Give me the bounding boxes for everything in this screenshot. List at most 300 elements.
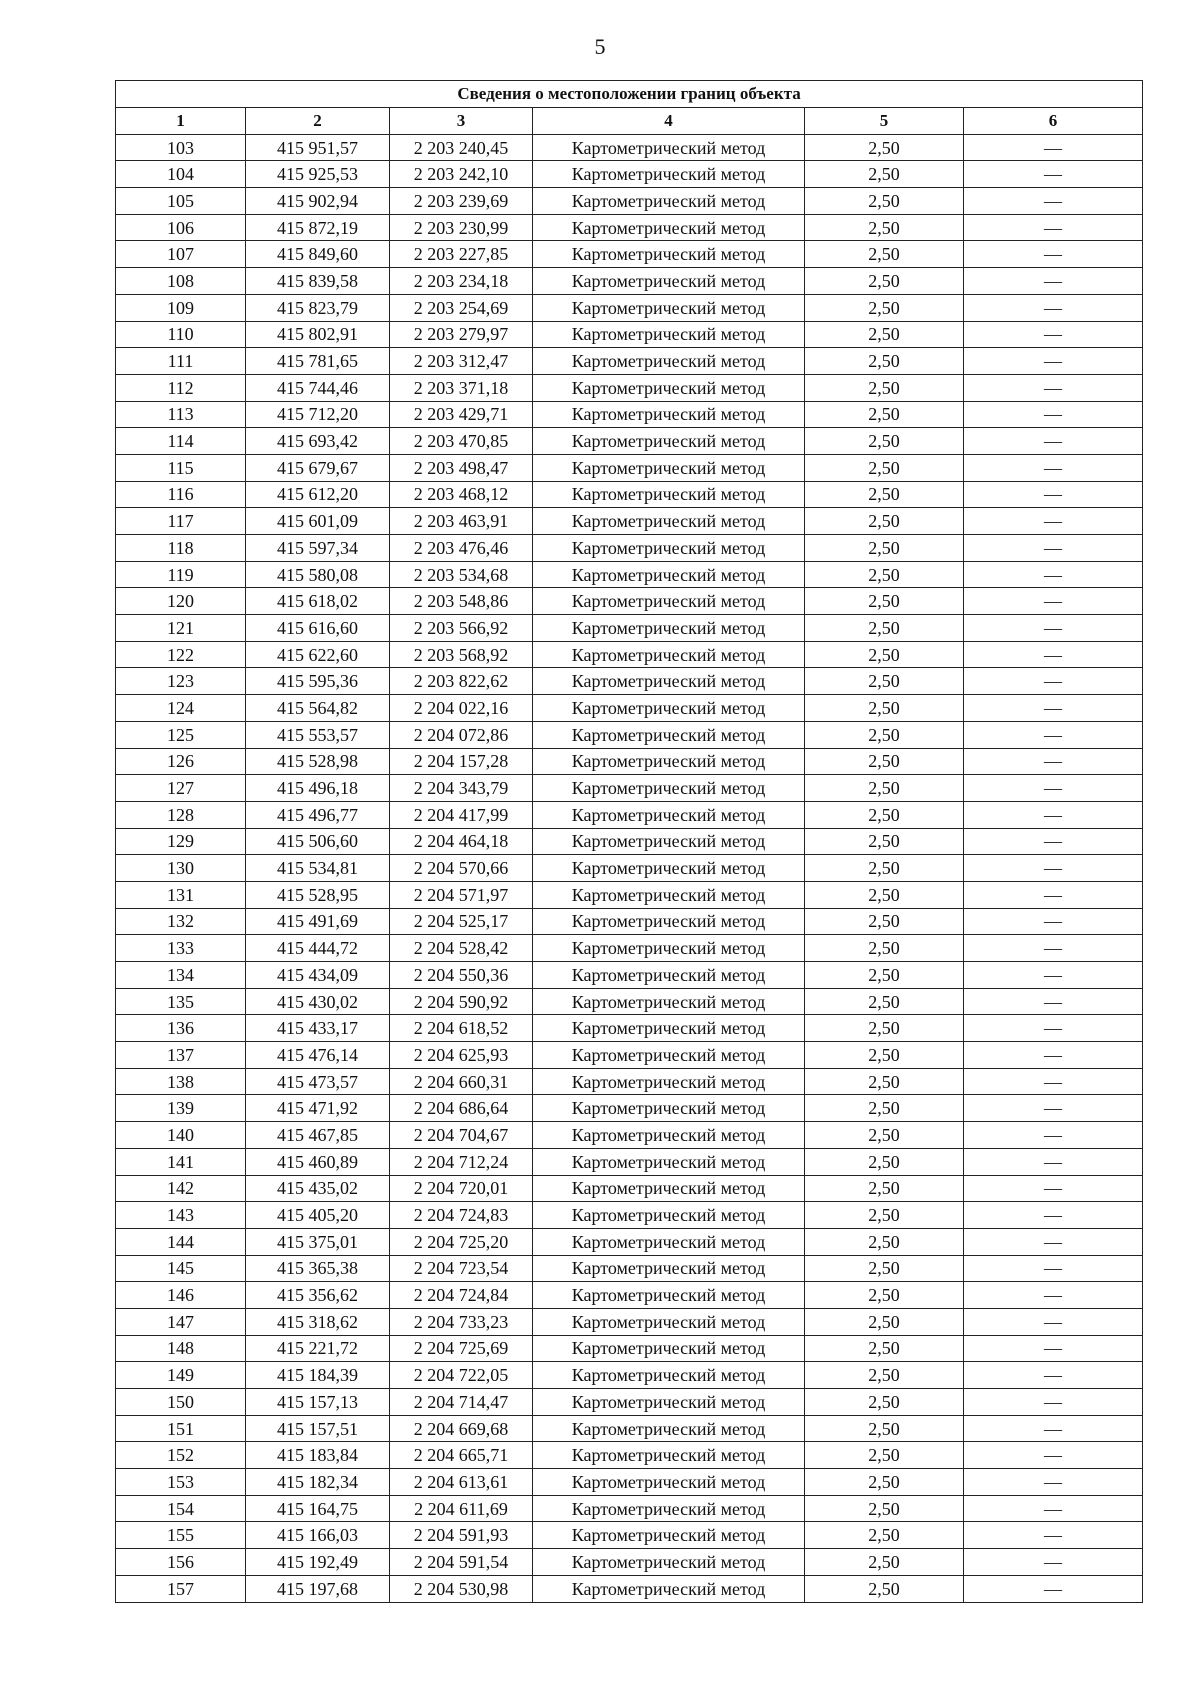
accuracy-cell: 2,50 bbox=[805, 1549, 964, 1576]
x-coordinate-cell: 415 182,34 bbox=[246, 1469, 390, 1496]
accuracy-cell: 2,50 bbox=[805, 1362, 964, 1389]
x-coordinate-cell: 415 601,09 bbox=[246, 508, 390, 535]
x-coordinate-cell: 415 528,95 bbox=[246, 881, 390, 908]
description-cell: — bbox=[964, 962, 1143, 989]
x-coordinate-cell: 415 781,65 bbox=[246, 348, 390, 375]
method-cell: Картометрический метод bbox=[533, 428, 805, 455]
description-cell: — bbox=[964, 935, 1143, 962]
point-number-cell: 139 bbox=[116, 1095, 246, 1122]
table-row bbox=[116, 1522, 1143, 1549]
description-cell: — bbox=[964, 1442, 1143, 1469]
x-coordinate-cell: 415 192,49 bbox=[246, 1549, 390, 1576]
description-cell: — bbox=[964, 241, 1143, 268]
x-coordinate-cell: 415 356,62 bbox=[246, 1282, 390, 1309]
accuracy-cell: 2,50 bbox=[805, 641, 964, 668]
method-cell: Картометрический метод bbox=[533, 188, 805, 215]
point-number-cell: 108 bbox=[116, 268, 246, 295]
y-coordinate-cell: 2 204 571,97 bbox=[390, 881, 533, 908]
method-cell: Картометрический метод bbox=[533, 1549, 805, 1576]
table-row bbox=[116, 321, 1143, 348]
point-number-cell: 140 bbox=[116, 1122, 246, 1149]
method-cell: Картометрический метод bbox=[533, 615, 805, 642]
column-header: 3 bbox=[390, 108, 533, 135]
method-cell: Картометрический метод bbox=[533, 1095, 805, 1122]
x-coordinate-cell: 415 471,92 bbox=[246, 1095, 390, 1122]
x-coordinate-cell: 415 553,57 bbox=[246, 721, 390, 748]
table-row bbox=[116, 508, 1143, 535]
method-cell: Картометрический метод bbox=[533, 668, 805, 695]
description-cell: — bbox=[964, 1389, 1143, 1416]
accuracy-cell: 2,50 bbox=[805, 908, 964, 935]
table-row bbox=[116, 1255, 1143, 1282]
point-number-cell: 105 bbox=[116, 188, 246, 215]
point-number-cell: 113 bbox=[116, 401, 246, 428]
method-cell: Картометрический метод bbox=[533, 1335, 805, 1362]
y-coordinate-cell: 2 204 464,18 bbox=[390, 828, 533, 855]
method-cell: Картометрический метод bbox=[533, 1282, 805, 1309]
description-cell: — bbox=[964, 588, 1143, 615]
table-row bbox=[116, 1042, 1143, 1069]
method-cell: Картометрический метод bbox=[533, 908, 805, 935]
y-coordinate-cell: 2 204 660,31 bbox=[390, 1068, 533, 1095]
x-coordinate-cell: 415 802,91 bbox=[246, 321, 390, 348]
x-coordinate-cell: 415 433,17 bbox=[246, 1015, 390, 1042]
y-coordinate-cell: 2 203 230,99 bbox=[390, 214, 533, 241]
description-cell: — bbox=[964, 161, 1143, 188]
method-cell: Картометрический метод bbox=[533, 241, 805, 268]
table-row bbox=[116, 1575, 1143, 1602]
point-number-cell: 119 bbox=[116, 561, 246, 588]
point-number-cell: 153 bbox=[116, 1469, 246, 1496]
table-row bbox=[116, 1495, 1143, 1522]
y-coordinate-cell: 2 203 468,12 bbox=[390, 481, 533, 508]
page-number: 5 bbox=[594, 34, 606, 59]
accuracy-cell: 2,50 bbox=[805, 1148, 964, 1175]
description-cell: — bbox=[964, 641, 1143, 668]
x-coordinate-cell: 415 679,67 bbox=[246, 454, 390, 481]
description-cell: — bbox=[964, 1202, 1143, 1229]
table-row bbox=[116, 1549, 1143, 1576]
accuracy-cell: 2,50 bbox=[805, 881, 964, 908]
accuracy-cell: 2,50 bbox=[805, 1415, 964, 1442]
method-cell: Картометрический метод bbox=[533, 294, 805, 321]
description-cell: — bbox=[964, 988, 1143, 1015]
table-row bbox=[116, 641, 1143, 668]
accuracy-cell: 2,50 bbox=[805, 508, 964, 535]
point-number-cell: 144 bbox=[116, 1228, 246, 1255]
point-number-cell: 128 bbox=[116, 801, 246, 828]
y-coordinate-cell: 2 204 625,93 bbox=[390, 1042, 533, 1069]
method-cell: Картометрический метод bbox=[533, 161, 805, 188]
point-number-cell: 137 bbox=[116, 1042, 246, 1069]
table-row bbox=[116, 588, 1143, 615]
accuracy-cell: 2,50 bbox=[805, 214, 964, 241]
y-coordinate-cell: 2 204 550,36 bbox=[390, 962, 533, 989]
accuracy-cell: 2,50 bbox=[805, 1335, 964, 1362]
x-coordinate-cell: 415 925,53 bbox=[246, 161, 390, 188]
table-row bbox=[116, 481, 1143, 508]
method-cell: Картометрический метод bbox=[533, 1122, 805, 1149]
y-coordinate-cell: 2 204 714,47 bbox=[390, 1389, 533, 1416]
y-coordinate-cell: 2 203 566,92 bbox=[390, 615, 533, 642]
description-cell: — bbox=[964, 908, 1143, 935]
y-coordinate-cell: 2 204 669,68 bbox=[390, 1415, 533, 1442]
x-coordinate-cell: 415 166,03 bbox=[246, 1522, 390, 1549]
x-coordinate-cell: 415 496,18 bbox=[246, 775, 390, 802]
point-number-cell: 104 bbox=[116, 161, 246, 188]
description-cell: — bbox=[964, 1068, 1143, 1095]
description-cell: — bbox=[964, 1175, 1143, 1202]
table-row bbox=[116, 1469, 1143, 1496]
x-coordinate-cell: 415 365,38 bbox=[246, 1255, 390, 1282]
point-number-cell: 136 bbox=[116, 1015, 246, 1042]
table-row bbox=[116, 695, 1143, 722]
method-cell: Картометрический метод bbox=[533, 321, 805, 348]
table-row bbox=[116, 908, 1143, 935]
point-number-cell: 142 bbox=[116, 1175, 246, 1202]
method-cell: Картометрический метод bbox=[533, 588, 805, 615]
method-cell: Картометрический метод bbox=[533, 481, 805, 508]
table-title-row bbox=[116, 81, 1143, 108]
table-row bbox=[116, 1308, 1143, 1335]
method-cell: Картометрический метод bbox=[533, 214, 805, 241]
table-row bbox=[116, 535, 1143, 562]
accuracy-cell: 2,50 bbox=[805, 1068, 964, 1095]
description-cell: — bbox=[964, 1122, 1143, 1149]
accuracy-cell: 2,50 bbox=[805, 1175, 964, 1202]
table-row bbox=[116, 615, 1143, 642]
table-row bbox=[116, 1362, 1143, 1389]
description-cell: — bbox=[964, 1335, 1143, 1362]
table-row bbox=[116, 428, 1143, 455]
point-number-cell: 148 bbox=[116, 1335, 246, 1362]
table-row bbox=[116, 988, 1143, 1015]
description-cell: — bbox=[964, 321, 1143, 348]
y-coordinate-cell: 2 203 227,85 bbox=[390, 241, 533, 268]
method-cell: Картометрический метод bbox=[533, 348, 805, 375]
table-body bbox=[116, 134, 1143, 1602]
accuracy-cell: 2,50 bbox=[805, 695, 964, 722]
description-cell: — bbox=[964, 561, 1143, 588]
method-cell: Картометрический метод bbox=[533, 374, 805, 401]
description-cell: — bbox=[964, 695, 1143, 722]
description-cell: — bbox=[964, 721, 1143, 748]
description-cell: — bbox=[964, 1042, 1143, 1069]
point-number-cell: 106 bbox=[116, 214, 246, 241]
y-coordinate-cell: 2 204 525,17 bbox=[390, 908, 533, 935]
point-number-cell: 143 bbox=[116, 1202, 246, 1229]
table-row bbox=[116, 561, 1143, 588]
table-row bbox=[116, 1335, 1143, 1362]
table-row bbox=[116, 1068, 1143, 1095]
table-row bbox=[116, 188, 1143, 215]
y-coordinate-cell: 2 204 722,05 bbox=[390, 1362, 533, 1389]
point-number-cell: 117 bbox=[116, 508, 246, 535]
point-number-cell: 123 bbox=[116, 668, 246, 695]
y-coordinate-cell: 2 204 343,79 bbox=[390, 775, 533, 802]
description-cell: — bbox=[964, 294, 1143, 321]
method-cell: Картометрический метод bbox=[533, 1228, 805, 1255]
point-number-cell: 116 bbox=[116, 481, 246, 508]
x-coordinate-cell: 415 693,42 bbox=[246, 428, 390, 455]
description-cell: — bbox=[964, 775, 1143, 802]
point-number-cell: 110 bbox=[116, 321, 246, 348]
table-row bbox=[116, 801, 1143, 828]
x-coordinate-cell: 415 951,57 bbox=[246, 134, 390, 161]
accuracy-cell: 2,50 bbox=[805, 962, 964, 989]
point-number-cell: 126 bbox=[116, 748, 246, 775]
description-cell: — bbox=[964, 1095, 1143, 1122]
point-number-cell: 154 bbox=[116, 1495, 246, 1522]
x-coordinate-cell: 415 597,34 bbox=[246, 535, 390, 562]
x-coordinate-cell: 415 375,01 bbox=[246, 1228, 390, 1255]
method-cell: Картометрический метод bbox=[533, 1148, 805, 1175]
method-cell: Картометрический метод bbox=[533, 721, 805, 748]
method-cell: Картометрический метод bbox=[533, 561, 805, 588]
method-cell: Картометрический метод bbox=[533, 828, 805, 855]
description-cell: — bbox=[964, 481, 1143, 508]
point-number-cell: 130 bbox=[116, 855, 246, 882]
method-cell: Картометрический метод bbox=[533, 748, 805, 775]
y-coordinate-cell: 2 203 470,85 bbox=[390, 428, 533, 455]
column-header: 2 bbox=[246, 108, 390, 135]
point-number-cell: 122 bbox=[116, 641, 246, 668]
x-coordinate-cell: 415 183,84 bbox=[246, 1442, 390, 1469]
method-cell: Картометрический метод bbox=[533, 1308, 805, 1335]
y-coordinate-cell: 2 203 371,18 bbox=[390, 374, 533, 401]
accuracy-cell: 2,50 bbox=[805, 828, 964, 855]
x-coordinate-cell: 415 622,60 bbox=[246, 641, 390, 668]
x-coordinate-cell: 415 434,09 bbox=[246, 962, 390, 989]
table-row bbox=[116, 268, 1143, 295]
y-coordinate-cell: 2 203 234,18 bbox=[390, 268, 533, 295]
point-number-cell: 133 bbox=[116, 935, 246, 962]
point-number-cell: 149 bbox=[116, 1362, 246, 1389]
description-cell: — bbox=[964, 535, 1143, 562]
x-coordinate-cell: 415 849,60 bbox=[246, 241, 390, 268]
x-coordinate-cell: 415 473,57 bbox=[246, 1068, 390, 1095]
method-cell: Картометрический метод bbox=[533, 401, 805, 428]
table-row bbox=[116, 1442, 1143, 1469]
method-cell: Картометрический метод bbox=[533, 988, 805, 1015]
x-coordinate-cell: 415 318,62 bbox=[246, 1308, 390, 1335]
accuracy-cell: 2,50 bbox=[805, 1095, 964, 1122]
point-number-cell: 127 bbox=[116, 775, 246, 802]
description-cell: — bbox=[964, 1228, 1143, 1255]
table-row bbox=[116, 134, 1143, 161]
description-cell: — bbox=[964, 1549, 1143, 1576]
y-coordinate-cell: 2 203 254,69 bbox=[390, 294, 533, 321]
point-number-cell: 125 bbox=[116, 721, 246, 748]
y-coordinate-cell: 2 204 417,99 bbox=[390, 801, 533, 828]
y-coordinate-cell: 2 204 712,24 bbox=[390, 1148, 533, 1175]
description-cell: — bbox=[964, 1282, 1143, 1309]
y-coordinate-cell: 2 204 723,54 bbox=[390, 1255, 533, 1282]
accuracy-cell: 2,50 bbox=[805, 1202, 964, 1229]
y-coordinate-cell: 2 203 534,68 bbox=[390, 561, 533, 588]
point-number-cell: 131 bbox=[116, 881, 246, 908]
column-header: 5 bbox=[805, 108, 964, 135]
method-cell: Картометрический метод bbox=[533, 855, 805, 882]
y-coordinate-cell: 2 203 242,10 bbox=[390, 161, 533, 188]
y-coordinate-cell: 2 203 279,97 bbox=[390, 321, 533, 348]
x-coordinate-cell: 415 618,02 bbox=[246, 588, 390, 615]
accuracy-cell: 2,50 bbox=[805, 161, 964, 188]
method-cell: Картометрический метод bbox=[533, 881, 805, 908]
accuracy-cell: 2,50 bbox=[805, 855, 964, 882]
method-cell: Картометрический метод bbox=[533, 1042, 805, 1069]
method-cell: Картометрический метод bbox=[533, 535, 805, 562]
point-number-cell: 111 bbox=[116, 348, 246, 375]
point-number-cell: 115 bbox=[116, 454, 246, 481]
accuracy-cell: 2,50 bbox=[805, 374, 964, 401]
table-row bbox=[116, 721, 1143, 748]
description-cell: — bbox=[964, 1255, 1143, 1282]
x-coordinate-cell: 415 164,75 bbox=[246, 1495, 390, 1522]
accuracy-cell: 2,50 bbox=[805, 428, 964, 455]
method-cell: Картометрический метод bbox=[533, 268, 805, 295]
y-coordinate-cell: 2 204 591,93 bbox=[390, 1522, 533, 1549]
y-coordinate-cell: 2 203 239,69 bbox=[390, 188, 533, 215]
accuracy-cell: 2,50 bbox=[805, 1042, 964, 1069]
point-number-cell: 114 bbox=[116, 428, 246, 455]
description-cell: — bbox=[964, 828, 1143, 855]
method-cell: Картометрический метод bbox=[533, 1575, 805, 1602]
point-number-cell: 103 bbox=[116, 134, 246, 161]
x-coordinate-cell: 415 744,46 bbox=[246, 374, 390, 401]
table-title: Сведения о местоположении границ объекта bbox=[116, 81, 1143, 108]
y-coordinate-cell: 2 204 611,69 bbox=[390, 1495, 533, 1522]
x-coordinate-cell: 415 476,14 bbox=[246, 1042, 390, 1069]
method-cell: Картометрический метод bbox=[533, 1015, 805, 1042]
y-coordinate-cell: 2 203 429,71 bbox=[390, 401, 533, 428]
description-cell: — bbox=[964, 348, 1143, 375]
table-row bbox=[116, 935, 1143, 962]
method-cell: Картометрический метод bbox=[533, 641, 805, 668]
y-coordinate-cell: 2 203 548,86 bbox=[390, 588, 533, 615]
table-row bbox=[116, 881, 1143, 908]
point-number-cell: 157 bbox=[116, 1575, 246, 1602]
y-coordinate-cell: 2 204 613,61 bbox=[390, 1469, 533, 1496]
accuracy-cell: 2,50 bbox=[805, 294, 964, 321]
method-cell: Картометрический метод bbox=[533, 695, 805, 722]
accuracy-cell: 2,50 bbox=[805, 1522, 964, 1549]
method-cell: Картометрический метод bbox=[533, 1202, 805, 1229]
y-coordinate-cell: 2 204 570,66 bbox=[390, 855, 533, 882]
table-row bbox=[116, 1282, 1143, 1309]
table-row bbox=[116, 454, 1143, 481]
point-number-cell: 150 bbox=[116, 1389, 246, 1416]
x-coordinate-cell: 415 405,20 bbox=[246, 1202, 390, 1229]
column-header: 6 bbox=[964, 108, 1143, 135]
table-row bbox=[116, 348, 1143, 375]
table-row bbox=[116, 161, 1143, 188]
method-cell: Картометрический метод bbox=[533, 1442, 805, 1469]
table-row bbox=[116, 775, 1143, 802]
method-cell: Картометрический метод bbox=[533, 1255, 805, 1282]
point-number-cell: 109 bbox=[116, 294, 246, 321]
x-coordinate-cell: 415 616,60 bbox=[246, 615, 390, 642]
y-coordinate-cell: 2 204 618,52 bbox=[390, 1015, 533, 1042]
accuracy-cell: 2,50 bbox=[805, 801, 964, 828]
accuracy-cell: 2,50 bbox=[805, 748, 964, 775]
point-number-cell: 155 bbox=[116, 1522, 246, 1549]
table-row bbox=[116, 1202, 1143, 1229]
accuracy-cell: 2,50 bbox=[805, 454, 964, 481]
description-cell: — bbox=[964, 855, 1143, 882]
point-number-cell: 152 bbox=[116, 1442, 246, 1469]
y-coordinate-cell: 2 204 725,20 bbox=[390, 1228, 533, 1255]
description-cell: — bbox=[964, 1495, 1143, 1522]
x-coordinate-cell: 415 221,72 bbox=[246, 1335, 390, 1362]
y-coordinate-cell: 2 204 724,84 bbox=[390, 1282, 533, 1309]
table-row bbox=[116, 294, 1143, 321]
accuracy-cell: 2,50 bbox=[805, 1469, 964, 1496]
method-cell: Картометрический метод bbox=[533, 134, 805, 161]
y-coordinate-cell: 2 204 022,16 bbox=[390, 695, 533, 722]
x-coordinate-cell: 415 184,39 bbox=[246, 1362, 390, 1389]
point-number-cell: 135 bbox=[116, 988, 246, 1015]
y-coordinate-cell: 2 203 822,62 bbox=[390, 668, 533, 695]
point-number-cell: 118 bbox=[116, 535, 246, 562]
accuracy-cell: 2,50 bbox=[805, 668, 964, 695]
column-header: 4 bbox=[533, 108, 805, 135]
point-number-cell: 107 bbox=[116, 241, 246, 268]
y-coordinate-cell: 2 204 733,23 bbox=[390, 1308, 533, 1335]
description-cell: — bbox=[964, 428, 1143, 455]
accuracy-cell: 2,50 bbox=[805, 1282, 964, 1309]
method-cell: Картометрический метод bbox=[533, 1522, 805, 1549]
y-coordinate-cell: 2 203 476,46 bbox=[390, 535, 533, 562]
description-cell: — bbox=[964, 401, 1143, 428]
description-cell: — bbox=[964, 134, 1143, 161]
accuracy-cell: 2,50 bbox=[805, 321, 964, 348]
method-cell: Картометрический метод bbox=[533, 1469, 805, 1496]
point-number-cell: 120 bbox=[116, 588, 246, 615]
method-cell: Картометрический метод bbox=[533, 775, 805, 802]
y-coordinate-cell: 2 203 463,91 bbox=[390, 508, 533, 535]
y-coordinate-cell: 2 204 157,28 bbox=[390, 748, 533, 775]
description-cell: — bbox=[964, 188, 1143, 215]
table-row bbox=[116, 374, 1143, 401]
x-coordinate-cell: 415 595,36 bbox=[246, 668, 390, 695]
description-cell: — bbox=[964, 1575, 1143, 1602]
table-row bbox=[116, 1228, 1143, 1255]
method-cell: Картометрический метод bbox=[533, 454, 805, 481]
point-number-cell: 129 bbox=[116, 828, 246, 855]
description-cell: — bbox=[964, 454, 1143, 481]
table-row bbox=[116, 668, 1143, 695]
method-cell: Картометрический метод bbox=[533, 962, 805, 989]
x-coordinate-cell: 415 444,72 bbox=[246, 935, 390, 962]
column-header: 1 bbox=[116, 108, 246, 135]
y-coordinate-cell: 2 203 240,45 bbox=[390, 134, 533, 161]
accuracy-cell: 2,50 bbox=[805, 348, 964, 375]
table-row bbox=[116, 241, 1143, 268]
table-row bbox=[116, 962, 1143, 989]
accuracy-cell: 2,50 bbox=[805, 268, 964, 295]
accuracy-cell: 2,50 bbox=[805, 1015, 964, 1042]
accuracy-cell: 2,50 bbox=[805, 1255, 964, 1282]
y-coordinate-cell: 2 203 568,92 bbox=[390, 641, 533, 668]
accuracy-cell: 2,50 bbox=[805, 588, 964, 615]
description-cell: — bbox=[964, 748, 1143, 775]
table-row bbox=[116, 748, 1143, 775]
x-coordinate-cell: 415 430,02 bbox=[246, 988, 390, 1015]
accuracy-cell: 2,50 bbox=[805, 134, 964, 161]
table-row bbox=[116, 855, 1143, 882]
method-cell: Картометрический метод bbox=[533, 1362, 805, 1389]
